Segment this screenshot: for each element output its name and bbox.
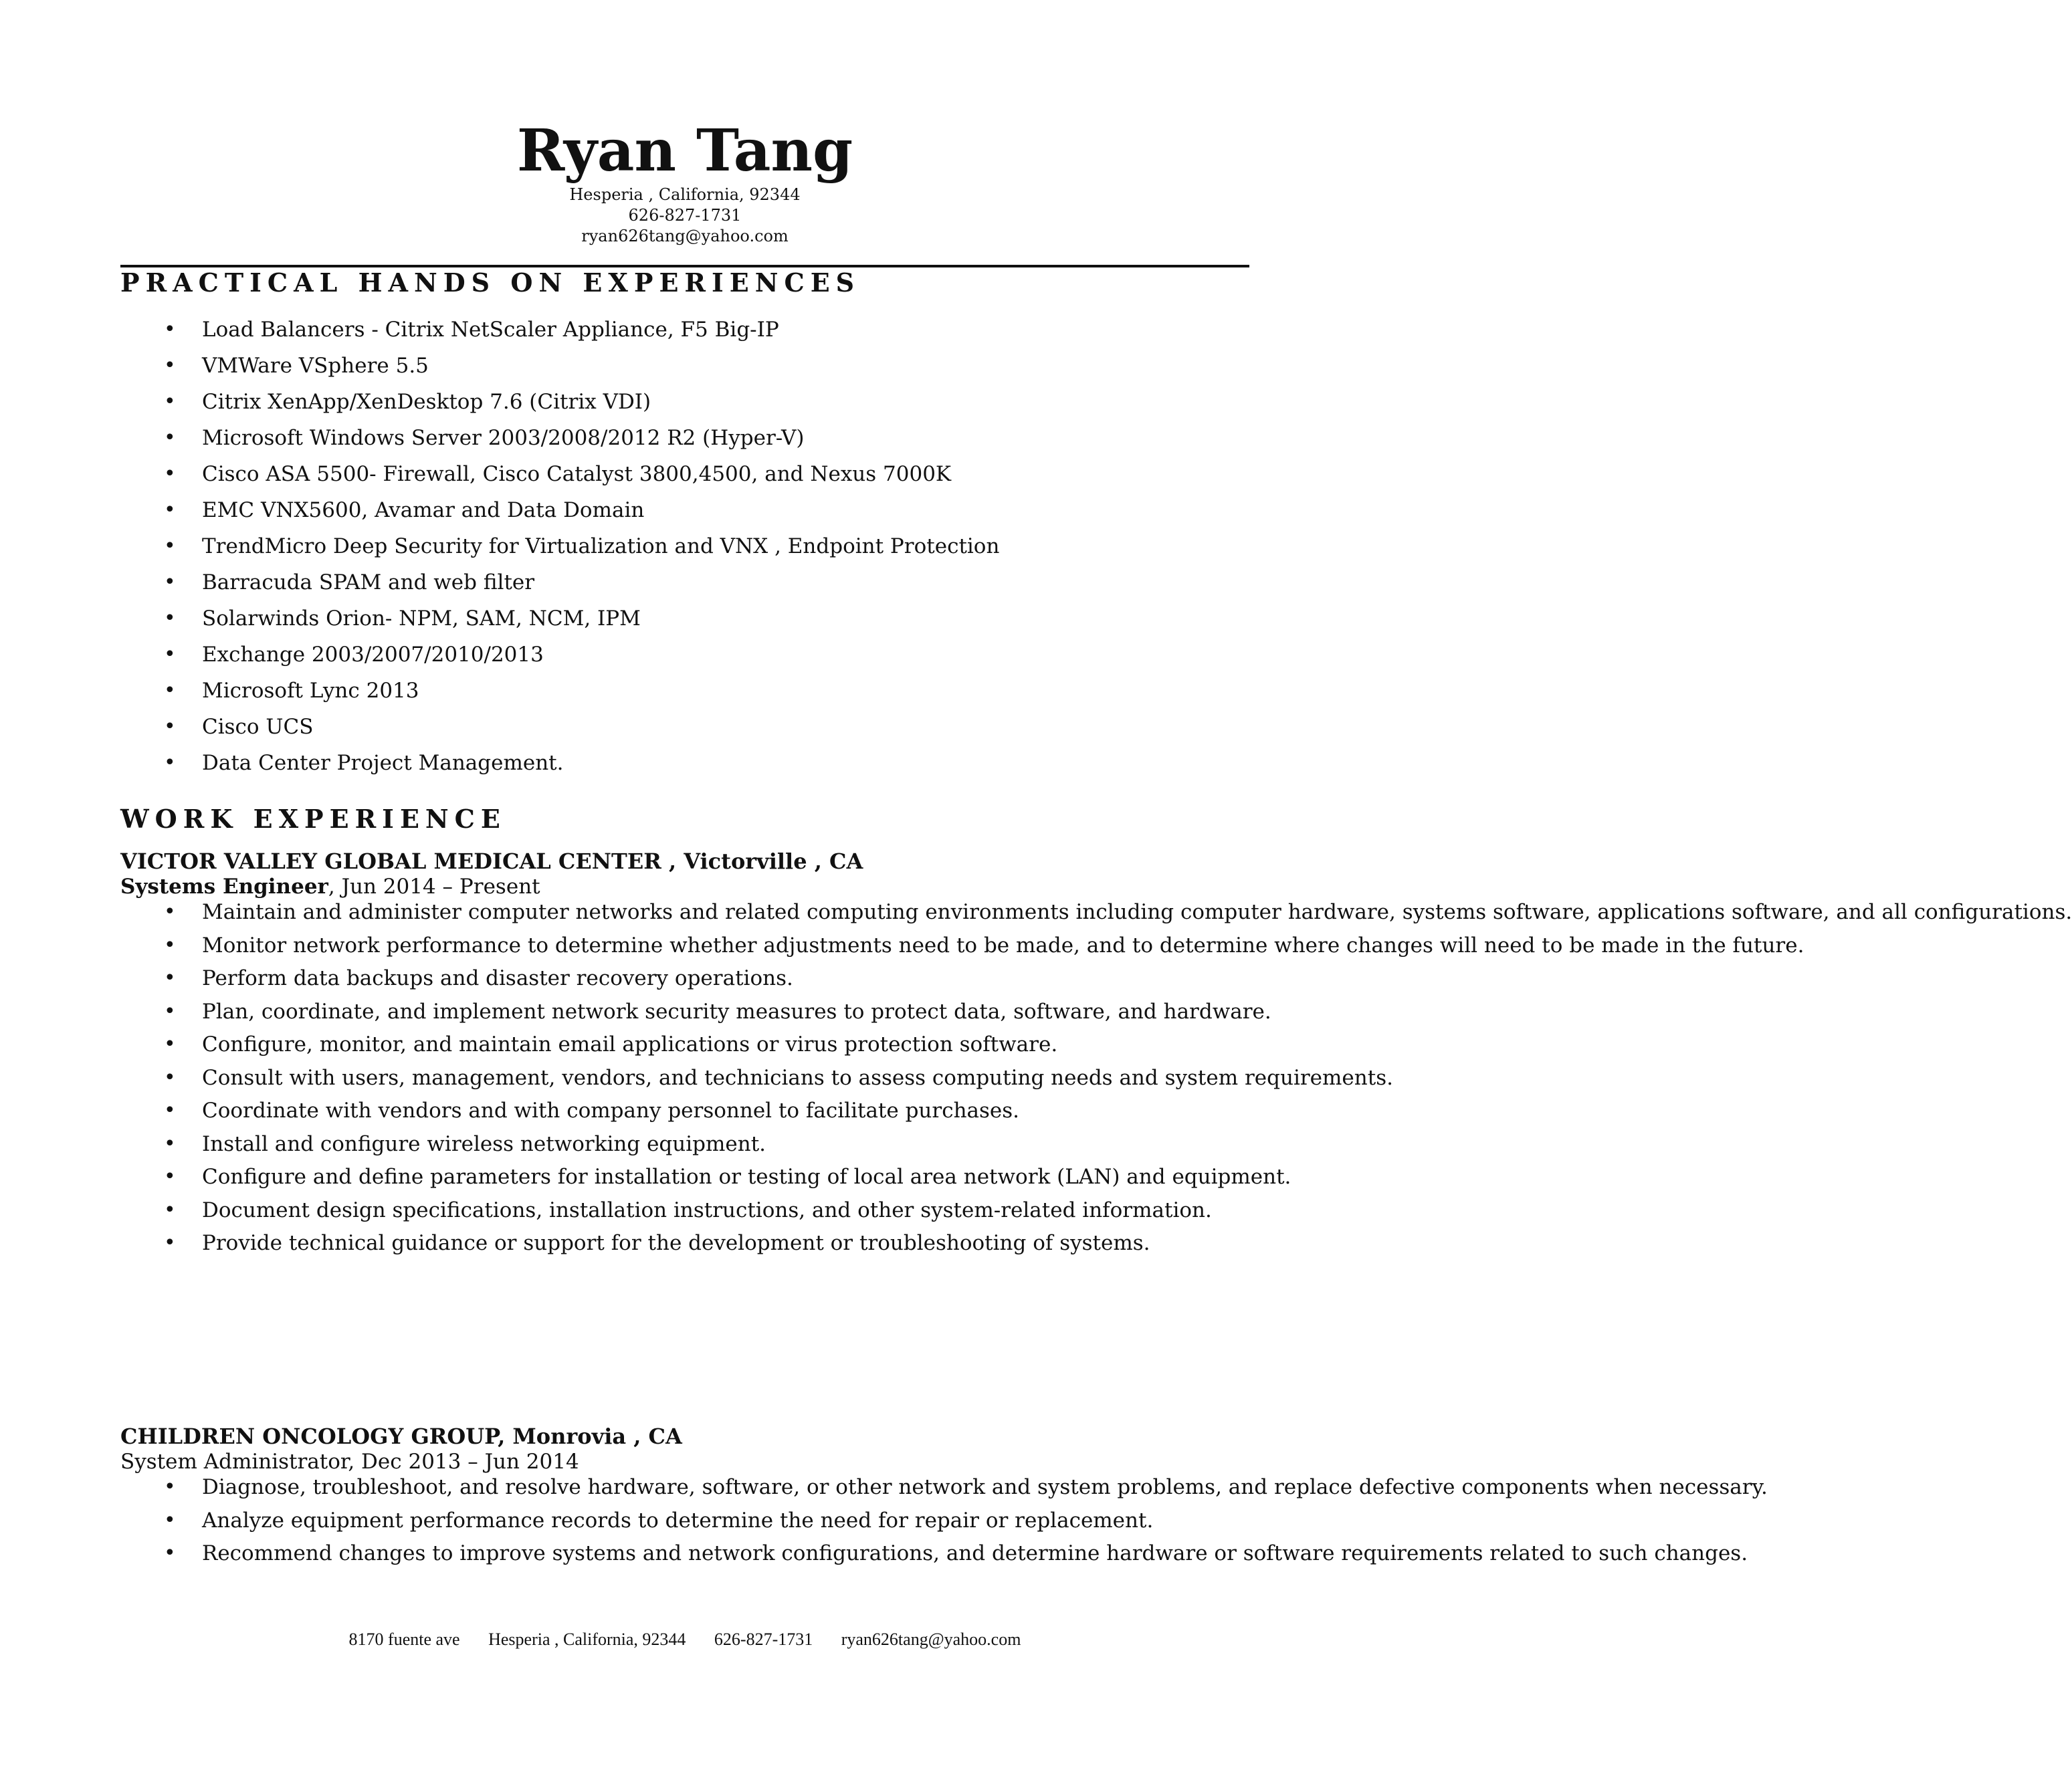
list-item <box>120 1197 1265 1224</box>
list-item <box>120 1164 1291 1191</box>
duty-text: Recommend changes to improve systems and network configurations, and determine hardware or software requirements related to such changes. <box>202 1541 1748 1565</box>
bullet-icon: • <box>164 318 176 341</box>
list-item <box>120 1031 1265 1059</box>
list-item <box>120 600 1257 637</box>
skill-text: Cisco UCS <box>202 715 314 739</box>
list-item <box>120 384 1257 420</box>
skill-text: Microsoft Windows Server 2003/2008/2012 R2 (Hyper-V) <box>202 426 805 450</box>
job-dates: , Jun 2014 – Present <box>328 875 540 899</box>
bullet-icon: • <box>164 933 176 957</box>
resume-header <box>0 118 1370 247</box>
bullet-icon: • <box>164 1032 176 1056</box>
page-footer <box>0 1629 1370 1650</box>
duty-text: Provide technical guidance or support for the development or troubleshooting of systems. <box>202 1231 1150 1255</box>
bullet-icon: • <box>164 534 176 558</box>
bullet-icon: • <box>164 999 176 1023</box>
skill-text: Citrix XenApp/XenDesktop 7.6 (Citrix VDI) <box>202 390 651 414</box>
skill-text: Data Center Project Management. <box>202 751 564 775</box>
section-title-practical: PRACTICAL HANDS ON EXPERIENCES <box>120 267 861 298</box>
bullet-icon: • <box>164 1065 176 1089</box>
duty-text: Configure, monitor, and maintain email applications or virus protection software. <box>202 1032 1058 1057</box>
bullet-icon: • <box>164 966 176 990</box>
skill-text: TrendMicro Deep Security for Virtualization and VNX , Endpoint Protection <box>202 534 1000 558</box>
duty-text: Plan, coordinate, and implement network security measures to protect data, software, and hardware. <box>202 999 1271 1024</box>
list-item <box>120 312 1257 348</box>
skill-text: Microsoft Lync 2013 <box>202 679 419 703</box>
list-item <box>120 1507 1265 1535</box>
section-title-work: WORK EXPERIENCE <box>120 804 506 834</box>
duty-text: Coordinate with vendors and with company personnel to facilitate purchases. <box>202 1099 1020 1123</box>
list-item <box>120 637 1257 673</box>
bullet-icon: • <box>164 1541 176 1565</box>
bullet-icon: • <box>164 1165 176 1188</box>
list-item <box>120 965 1265 992</box>
candidate-name: Ryan Tang <box>516 117 853 185</box>
list-item <box>120 528 1257 564</box>
bullet-icon: • <box>164 462 176 485</box>
job-role <box>120 873 540 900</box>
list-item <box>120 1230 1265 1257</box>
list-item <box>120 1540 1748 1567</box>
list-item <box>120 673 1257 709</box>
list-item <box>120 492 1257 528</box>
list-item <box>120 420 1257 456</box>
duty-text: Maintain and administer computer networks and related computing environments including computer hardware, systems software, applications software, and all configurations. <box>202 900 2072 924</box>
skill-text: Load Balancers - Citrix NetScaler Appliance, F5 Big-IP <box>202 318 779 342</box>
job-title: Systems Engineer <box>120 875 328 899</box>
list-item <box>120 1474 1768 1501</box>
duty-text: Consult with users, management, vendors, and technicians to assess computing needs and system requirements. <box>202 1065 1393 1090</box>
list-item <box>120 564 1257 600</box>
skills-list <box>120 312 1257 781</box>
list-item <box>120 899 2072 926</box>
bullet-icon: • <box>164 715 176 738</box>
employer-name: CHILDREN ONCOLOGY GROUP, Monrovia , CA <box>120 1424 682 1449</box>
footer-email: ryan626tang@yahoo.com <box>841 1630 1021 1649</box>
list-item <box>120 1097 1265 1125</box>
job-duties-list <box>120 1474 1768 1573</box>
job-title: System Administrator <box>120 1450 348 1474</box>
duty-text: Perform data backups and disaster recovery operations. <box>202 966 793 990</box>
footer-phone: 626-827-1731 <box>714 1630 813 1649</box>
employer-name: VICTOR VALLEY GLOBAL MEDICAL CENTER , Victorville , CA <box>120 849 863 874</box>
skill-text: Exchange 2003/2007/2010/2013 <box>202 643 544 667</box>
duty-text: Document design specifications, installation instructions, and other system-related information. <box>202 1198 1212 1222</box>
bullet-icon: • <box>164 354 176 377</box>
bullet-icon: • <box>164 1508 176 1532</box>
job-duties-list <box>120 899 2072 1263</box>
bullet-icon: • <box>164 1198 176 1222</box>
duty-text: Configure and define parameters for installation or testing of local area network (LAN) and equipment. <box>202 1165 1291 1189</box>
list-item <box>120 1065 1393 1092</box>
bullet-icon: • <box>164 1475 176 1499</box>
footer-city: Hesperia , California, 92344 <box>488 1630 686 1649</box>
list-item <box>120 998 1271 1026</box>
list-item <box>120 348 1257 384</box>
duty-text: Install and configure wireless networking equipment. <box>202 1131 766 1156</box>
skill-text: EMC VNX5600, Avamar and Data Domain <box>202 498 645 522</box>
bullet-icon: • <box>164 426 176 449</box>
bullet-icon: • <box>164 751 176 774</box>
header-email: ryan626tang@yahoo.com <box>581 227 789 245</box>
skill-text: Cisco ASA 5500- Firewall, Cisco Catalyst 3800,4500, and Nexus 7000K <box>202 462 952 486</box>
header-phone: 626-827-1731 <box>628 206 742 225</box>
skill-text: VMWare VSphere 5.5 <box>202 354 429 378</box>
bullet-icon: • <box>164 1231 176 1254</box>
list-item <box>120 932 1804 960</box>
list-item <box>120 745 1257 781</box>
bullet-icon: • <box>164 900 176 923</box>
skill-text: Barracuda SPAM and web filter <box>202 570 535 594</box>
duty-text: Analyze equipment performance records to determine the need for repair or replacement. <box>202 1508 1154 1533</box>
skill-text: Solarwinds Orion- NPM, SAM, NCM, IPM <box>202 606 641 631</box>
bullet-icon: • <box>164 679 176 702</box>
list-item <box>120 709 1257 745</box>
bullet-icon: • <box>164 390 176 413</box>
bullet-icon: • <box>164 643 176 666</box>
bullet-icon: • <box>164 498 176 522</box>
bullet-icon: • <box>164 570 176 594</box>
bullet-icon: • <box>164 1131 176 1155</box>
footer-street: 8170 fuente ave <box>348 1630 460 1649</box>
job-role <box>120 1448 579 1475</box>
bullet-icon: • <box>164 1099 176 1122</box>
header-address: Hesperia , California, 92344 <box>569 185 801 204</box>
list-item <box>120 456 1257 492</box>
bullet-icon: • <box>164 606 176 630</box>
job-dates: , Dec 2013 – Jun 2014 <box>348 1450 579 1474</box>
list-item <box>120 1131 1265 1158</box>
duty-text: Monitor network performance to determine whether adjustments need to be made, and to determine where changes will need to be made in the future. <box>202 933 1804 958</box>
duty-text: Diagnose, troubleshoot, and resolve hardware, software, or other network and system problems, and replace defective components when necessary. <box>202 1475 1768 1499</box>
